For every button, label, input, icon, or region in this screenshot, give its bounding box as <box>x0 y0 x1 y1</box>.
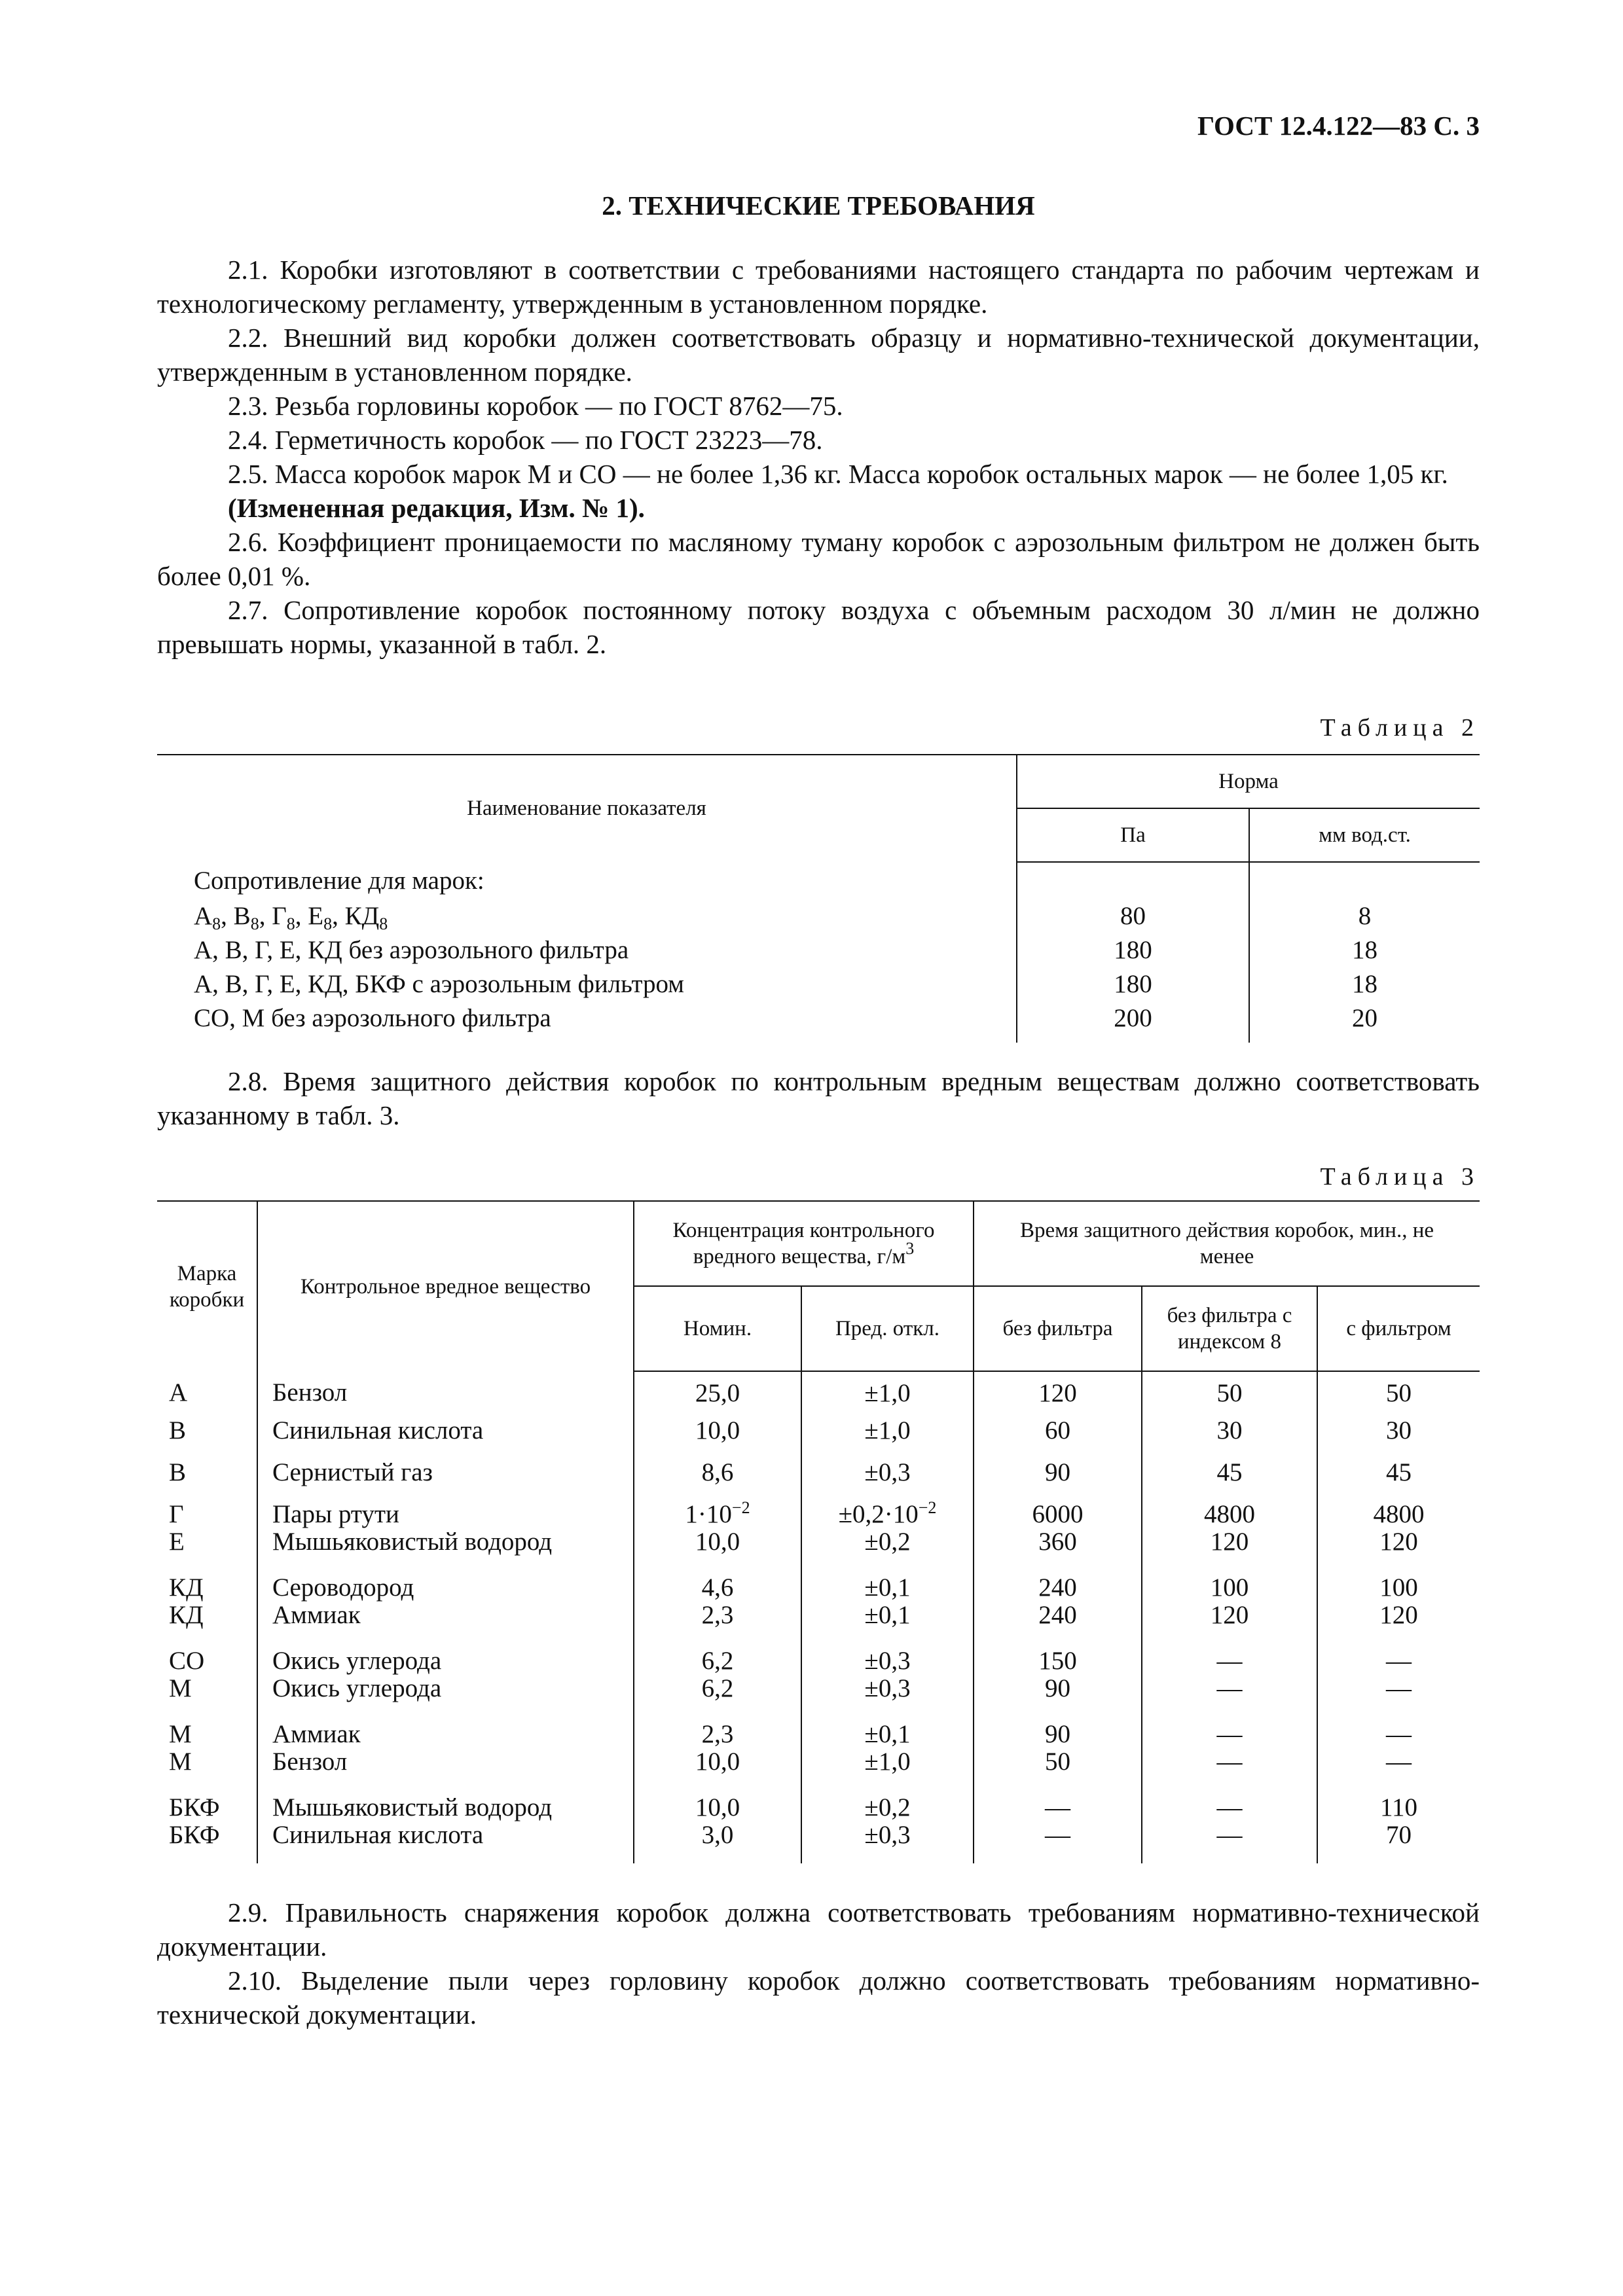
t3-cell-no-filter: 120 <box>974 1371 1142 1413</box>
table2-label: Таблица 2 <box>1320 714 1480 742</box>
t3-cell-no-filter-8: — — <box>1142 1717 1317 1790</box>
t3-cell-deviation: ±0,2 ±0,3 <box>801 1790 974 1863</box>
t3-cell-with-filter: 30 <box>1317 1413 1480 1455</box>
table-row <box>157 1497 1480 1570</box>
t2-header-pa: Па <box>1017 808 1249 862</box>
t3-cell-mark: В <box>169 1416 187 1444</box>
t3-header-mark: Марка коробки <box>169 1261 245 1312</box>
table3-label: Таблица 3 <box>1320 1163 1480 1191</box>
table-row <box>157 1413 1480 1455</box>
t3-cell-mark: СО М <box>169 1647 205 1702</box>
t3-cell-with-filter: — — <box>1317 1717 1480 1790</box>
para-2-9: 2.9. Правильность снаряжения коробок должна соответствовать требованиям нормативно-технической документации. <box>157 1897 1480 1962</box>
t3-cell-nominal: 2,3 10,0 <box>634 1717 801 1790</box>
para-2-5: 2.5. Масса коробок марок М и СО — не более 1,36 кг. Масса коробок остальных марок — не более 1,05 кг. <box>228 459 1448 489</box>
t3-cell-substance: Пары ртути Мышьяковистый водород <box>257 1497 634 1570</box>
t3-cell-mark: БКФ БКФ <box>169 1793 220 1849</box>
t3-header-concentration: Концентрация контрольного вредного вещества, $г/м^3$ <box>634 1201 974 1286</box>
t2-header-mm: мм вод.ст. <box>1249 808 1480 862</box>
para-2-4: 2.4. Герметичность коробок — по ГОСТ 23223—78. <box>228 425 823 455</box>
t3-cell-nominal: 8,6 <box>634 1455 801 1497</box>
requirements-block-3 <box>157 1895 1480 2032</box>
t3-cell-with-filter: 50 <box>1317 1371 1480 1413</box>
t3-cell-no-filter-8: — — <box>1142 1790 1317 1863</box>
page-header: ГОСТ 12.4.122—83 С. 3 <box>1197 111 1480 141</box>
t2-row3-name: А, В, Г, Е, КД, БКФ с аэрозольным фильтром <box>194 970 684 998</box>
t3-cell-deviation: ±0,1 ±1,0 <box>801 1717 974 1790</box>
t3-cell-substance: Синильная кислота <box>257 1413 634 1455</box>
t3-cell-no-filter: 60 <box>974 1413 1142 1455</box>
t3-cell-with-filter: 100 120 <box>1317 1570 1480 1643</box>
t3-cell-no-filter: — — <box>974 1790 1142 1863</box>
para-2-8: 2.8. Время защитного действия коробок по контрольным вредным веществам должно соответствовать указанному в табл. 3. <box>157 1066 1480 1130</box>
t3-cell-no-filter-8: 4800 120 <box>1142 1497 1317 1570</box>
t3-cell-mark: В <box>169 1458 187 1486</box>
t3-header-substance: Контрольное вредное вещество <box>257 1201 634 1371</box>
t3-header-deviation: Пред. откл. <box>801 1286 974 1371</box>
t3-cell-no-filter-8: 45 <box>1142 1455 1317 1497</box>
t3-cell-with-filter: 45 <box>1317 1455 1480 1497</box>
table-row <box>157 1455 1480 1497</box>
t2-row4-pa: 200 <box>1017 1003 1249 1043</box>
t2-row3-pa: 180 <box>1017 969 1249 1003</box>
t3-cell-with-filter: 4800 120 <box>1317 1497 1480 1570</box>
t3-cell-deviation: $\pm 0,2\cdot 10^{-2}$ ±0,2 <box>801 1497 974 1570</box>
t3-cell-substance: Аммиак Бензол <box>257 1717 634 1790</box>
t3-cell-no-filter-8: 100 120 <box>1142 1570 1317 1643</box>
table-row <box>157 1717 1480 1790</box>
t3-cell-mark: А <box>169 1378 188 1407</box>
t3-cell-deviation: ±0,1 ±0,1 <box>801 1570 974 1643</box>
t2-row4-mm: 20 <box>1249 1003 1480 1043</box>
t3-cell-mark: Г Е <box>169 1500 185 1556</box>
t3-header-nominal: Номин. <box>634 1286 801 1371</box>
t3-cell-deviation: ±0,3 <box>801 1455 974 1497</box>
t3-cell-with-filter: — — <box>1317 1643 1480 1717</box>
table-row <box>157 1371 1480 1413</box>
t2-header-norm: Норма <box>1017 755 1480 808</box>
t2-group-label: Сопротивление для марок: <box>194 867 484 895</box>
t3-cell-deviation: ±1,0 <box>801 1413 974 1455</box>
t3-header-time: Время защитного действия коробок, мин., не менее <box>974 1201 1480 1286</box>
t3-cell-substance: Окись углерода Окись углерода <box>257 1643 634 1717</box>
t3-cell-no-filter: 6000 360 <box>974 1497 1142 1570</box>
amendment-note: (Измененная редакция, Изм. № 1). <box>228 493 645 523</box>
t3-cell-with-filter: 110 70 <box>1317 1790 1480 1863</box>
t3-header-with-filter: с фильтром <box>1317 1286 1480 1371</box>
para-2-10: 2.10. Выделение пыли через горловину коробок должно соответствовать требованиям нормативно-технической документации. <box>157 1965 1480 2030</box>
t3-cell-no-filter: 90 50 <box>974 1717 1142 1790</box>
t2-row2-name: А, В, Г, Е, КД без аэрозольного фильтра <box>194 936 629 964</box>
t2-row1-mm: 8 <box>1249 901 1480 935</box>
t3-cell-no-filter-8: 50 <box>1142 1371 1317 1413</box>
table-row <box>157 1790 1480 1863</box>
t3-cell-mark: КД КД <box>169 1573 204 1629</box>
t3-cell-nominal: 10,0 3,0 <box>634 1790 801 1863</box>
t3-cell-no-filter-8: — — <box>1142 1643 1317 1717</box>
requirements-block-1 <box>157 253 1480 661</box>
t3-cell-deviation: ±0,3 ±0,3 <box>801 1643 974 1717</box>
t3-cell-no-filter-8: 30 <box>1142 1413 1317 1455</box>
t2-row1-name: $А_8$, $В_8$, $Г_8$, $Е_8$, $КД_8$ <box>194 902 388 933</box>
t3-cell-nominal: 25,0 <box>634 1371 801 1413</box>
t3-cell-nominal: $1\cdot 10^{-2}$ 10,0 <box>634 1497 801 1570</box>
para-2-6: 2.6. Коэффициент проницаемости по масляному туману коробок с аэрозольным фильтром не должен быть более 0,01 %. <box>157 527 1480 591</box>
t2-header-name: Наименование показателя <box>467 797 706 820</box>
t3-cell-no-filter: 240 240 <box>974 1570 1142 1643</box>
t3-cell-nominal: 4,6 2,3 <box>634 1570 801 1643</box>
t3-cell-substance: Бензол <box>257 1371 634 1413</box>
t3-cell-nominal: 6,2 6,2 <box>634 1643 801 1717</box>
para-2-7: 2.7. Сопротивление коробок постоянному потоку воздуха с объемным расходом 30 л/мин не должно превышать нормы, указанной в табл. 2. <box>157 595 1480 659</box>
para-2-2: 2.2. Внешний вид коробки должен соответствовать образцу и нормативно-технической документации, утвержденным в установленном порядке. <box>157 323 1480 387</box>
table-row <box>157 1643 1480 1717</box>
para-2-3: 2.3. Резьба горловины коробок — по ГОСТ 8762—75. <box>228 391 843 421</box>
section-title: 2. ТЕХНИЧЕСКИЕ ТРЕБОВАНИЯ <box>602 190 1035 221</box>
t2-row2-pa: 180 <box>1017 935 1249 969</box>
t3-cell-no-filter: 90 <box>974 1455 1142 1497</box>
t3-cell-deviation: ±1,0 <box>801 1371 974 1413</box>
t3-header-no-filter: без фильтра <box>974 1286 1142 1371</box>
table-3 <box>157 1200 1480 1863</box>
t3-cell-nominal: 10,0 <box>634 1413 801 1455</box>
para-2-1: 2.1. Коробки изготовляют в соответствии с требованиями настоящего стандарта по рабочим чертежам и технологическому регламенту, утвержденным в установленном порядке. <box>157 255 1480 319</box>
t3-cell-substance: Мышьяковистый водород Синильная кислота <box>257 1790 634 1863</box>
table-row <box>157 1570 1480 1643</box>
t3-cell-no-filter: 150 90 <box>974 1643 1142 1717</box>
t3-cell-mark: М М <box>169 1720 192 1776</box>
t2-row1-pa: 80 <box>1017 901 1249 935</box>
t2-row2-mm: 18 <box>1249 935 1480 969</box>
t3-header-no-filter-8: без фильтра с индексом 8 <box>1142 1286 1317 1371</box>
t3-cell-substance: Сернистый газ <box>257 1455 634 1497</box>
t2-row3-mm: 18 <box>1249 969 1480 1003</box>
table-2 <box>157 754 1480 1043</box>
requirements-block-2 <box>157 1064 1480 1132</box>
t2-row4-name: СО, М без аэрозольного фильтра <box>194 1004 551 1032</box>
t3-cell-substance: Сероводород Аммиак <box>257 1570 634 1643</box>
